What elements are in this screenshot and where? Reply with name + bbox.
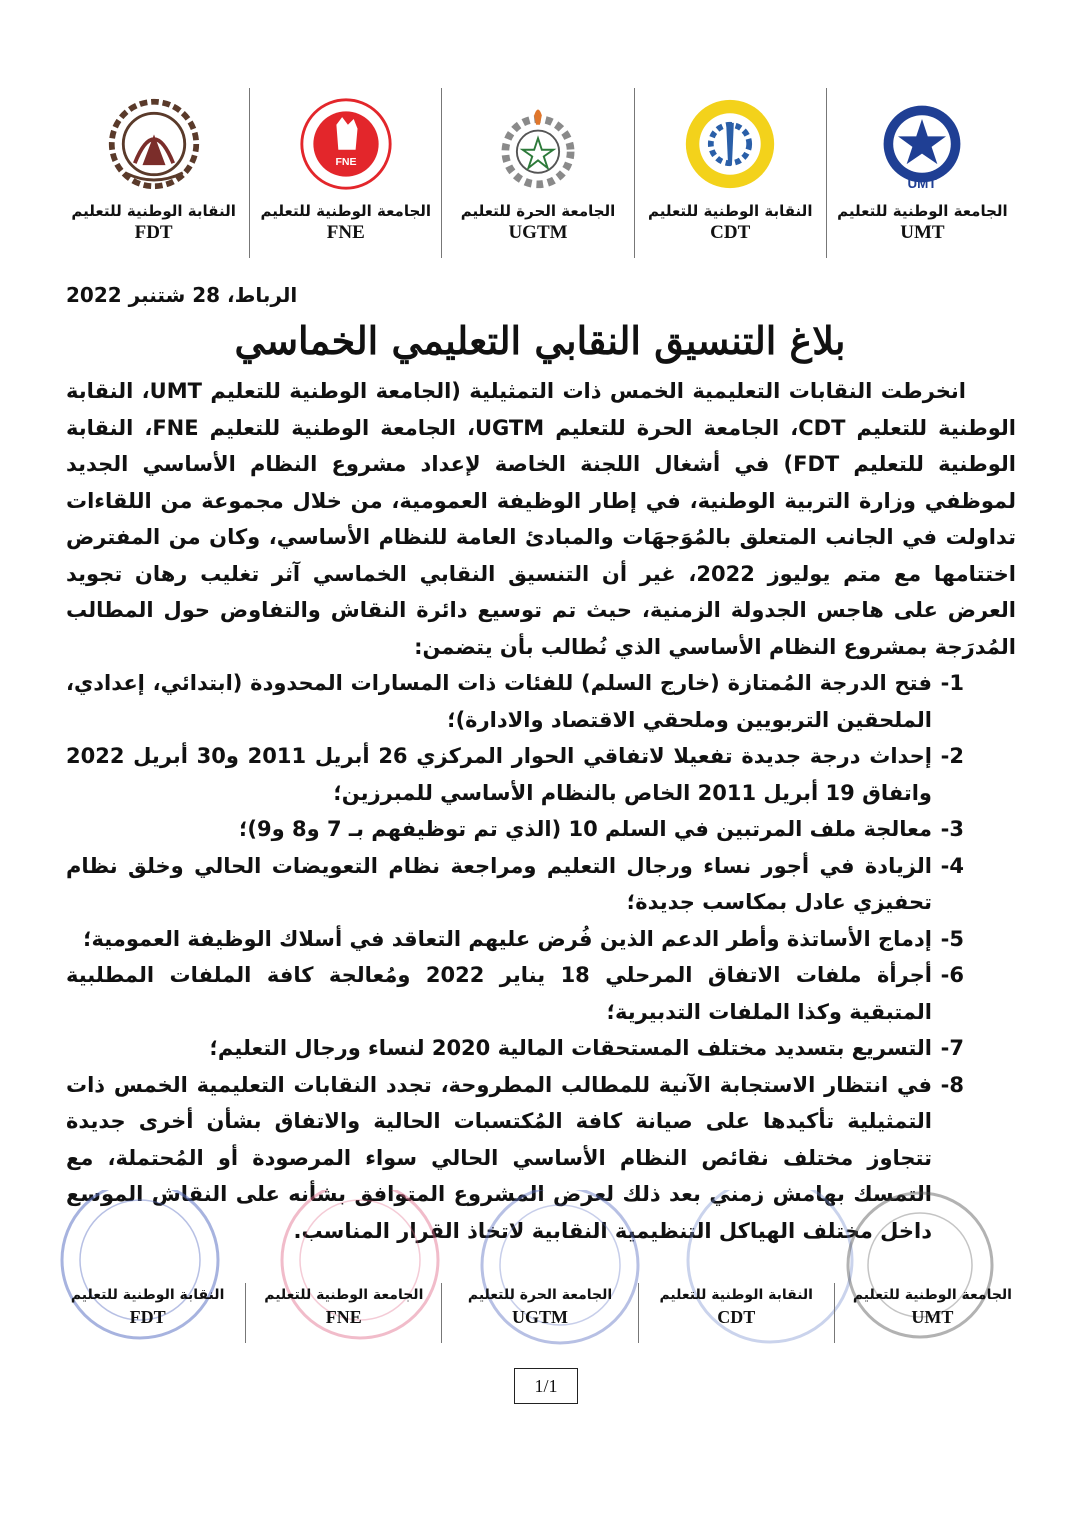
union-abbr: UMT [900,222,945,243]
list-item: 2- إحداث درجة جديدة تفعيلا لاتفاقي الحوار المركزي 26 أبريل 2011 و30 أبريل 2022 واتفاق 19 أبريل 2011 الخاص بالنظام الأساسي للمبرزين؛ [66,744,964,805]
union-abbr: FNE [326,222,365,243]
fdt-logo [106,96,202,192]
list-item: 4- الزيادة في أجور نساء ورجال التعليم ومراجعة نظام التعويضات الحالي وخلق نظام تحفيزي عادل بمكاسب جديدة؛ [66,853,964,914]
cdt-logo [682,96,778,192]
intro-paragraph: انخرطت النقابات التعليمية الخمس ذات التمثيلية (الجامعة الوطنية للتعليم UMT، النقابة الوطنية للتعليم CDT، الجامعة الحرة للتعليم UGTM، الجامعة الوطنية للتعليم FNE، النقابة الوطنية للتعليم FDT) في أشغال اللجنة الخاصة لإعداد مشروع النظام الأساسي الجديد لموظفي وزارة التربية الوطنية، في إطار الوظيفة العمومية، من خلال مجموعة من اللقاءات تداولت في الجانب المتعلق بالمُوَجهَات والمبادئ العامة للنظام الأساسي، وكان من المفترض اختتامها مع متم يوليوز 2022، غير أن التنسيق النقابي الخماسي آثر تغليب رهان تجويد العرض على هاجس الجدولة الزمنية، حيث تم توسيع دائرة النقاش والتفاوض حول المطالب المُدرَجة بمشروع النظام الأساسي الذي نُطالب بأن يتضمن: [66,379,1017,659]
signatory-fne: الجامعة الوطنية للتعليم FNE [245,1283,441,1343]
signatory-ugtm: الجامعة الحرة للتعليم UGTM [441,1283,637,1343]
document-title: بلاغ التنسيق النقابي التعليمي الخماسي [234,318,846,363]
document-date: الرباط، 28 شتنبر 2022 [66,283,298,307]
header-union-umt [826,88,1018,258]
svg-text:UMT: UMT [907,176,937,192]
header-union-cdt [634,88,826,258]
signatory-cdt: النقابة الوطنية للتعليم CDT [638,1283,834,1343]
header-union-fdt [58,88,249,258]
page-number: 1/1 [514,1368,578,1404]
header-logos [58,88,1018,258]
union-name: الجامعة الوطنية للتعليم [260,202,432,220]
ugtm-logo [490,96,586,192]
demands-list [66,665,1016,1249]
signatory-umt: الجامعة الوطنية للتعليم UMT [834,1283,1030,1343]
union-name: النقابة الوطنية للتعليم [647,202,813,220]
header-union-fne [249,88,441,258]
document-body [66,373,1016,1249]
header-union-ugtm [441,88,633,258]
list-item: 7- التسريع بتسديد مختلف المستحقات المالية 2020 لنساء ورجال التعليم؛ [209,1036,964,1060]
signatory-fdt: النقابة الوطنية للتعليم FDT [70,1287,225,1327]
union-abbr: CDT [710,222,751,243]
list-item: 3- معالجة ملف المرتبين في السلم 10 (الذي تم توظيفهم بـ 7 و8 و9)؛ [238,817,964,841]
fne-logo [298,96,394,192]
union-name: النقابة الوطنية للتعليم [71,202,236,220]
list-item: 1- فتح الدرجة المُمتازة (خارج السلم) للفئات ذات المسارات المحدودة (ابتدائي، إعدادي، الملحقين التربويين وملحقي الاقتصاد والادارة)؛ [66,671,964,732]
union-name: الجامعة الحرة للتعليم [460,202,616,220]
union-abbr: FDT [134,222,173,243]
list-item: 8- في انتظار الاستجابة الآنية للمطالب المطروحة، تجدد النقابات التعليمية الخمس ذات التمثيلية تأكيدها على صيانة كافة المُكتسبات الحالية والاتفاق بشأن أخرى جديدة تتجاوز مختلف نقائص النظام الأساسي الحالي سواء المرصودة أو المُحتملة، مع التمسك بهامش زمني بعد ذلك لعرض المشروع المتوافق بشأنه على النقاش الموسع داخل مختلف الهياكل التنظيمية النقابية لاتخاذ القرار المناسب. [66,1072,964,1243]
union-name: الجامعة الوطنية للتعليم [837,202,1008,220]
union-abbr: UGTM [508,222,568,243]
umt-logo [874,96,970,192]
svg-text:FNE: FNE [335,156,357,169]
list-item: 6- أجرأة ملفات الاتفاق المرحلي 18 يناير 2022 ومُعالجة كافة الملفات المطلبية المتبقية وكذا الملفات التدبيرية؛ [66,963,964,1024]
footer-signatories [50,1283,1030,1343]
list-item: 5- إدماج الأساتذة وأطر الدعم الذين فُرض عليهم التعاقد في أسلاك الوظيفة العمومية؛ [83,926,964,951]
